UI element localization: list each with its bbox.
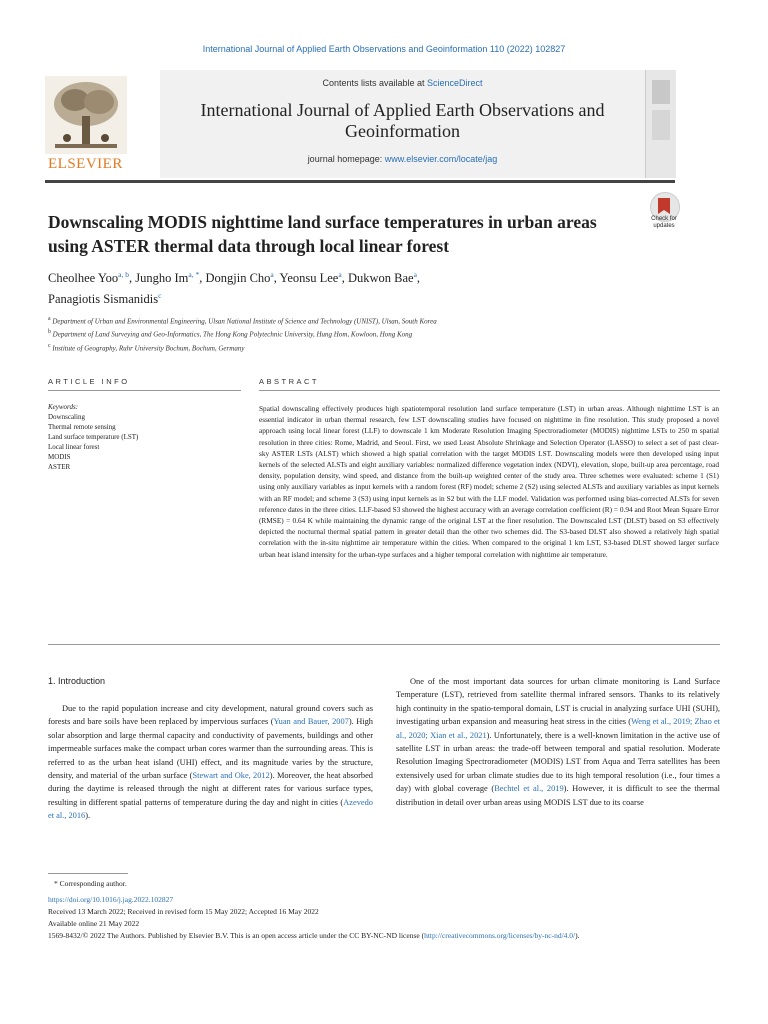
keyword: MODIS xyxy=(48,453,71,461)
check-for-updates-button[interactable] xyxy=(646,192,682,236)
author[interactable]: Panagiotis Sismanidis$^c$ xyxy=(48,291,162,307)
received-dates: Received 13 March 2022; Received in revised form 15 May 2022; Accepted 16 May 2022 xyxy=(48,907,319,916)
author[interactable]: Cheolhee Yoo$^{a, b}$ xyxy=(48,270,129,286)
body-text: ). xyxy=(85,811,91,821)
author[interactable]: Yeonsu Lee$^a$ xyxy=(279,270,342,286)
body-text: ). High solar absorption and large thermal capacity and conductivity of pavements, buildings and other impermeable surfaces make the compact urban cores warmer than the surrounding areas. This is referred to as the urban heat island (UHI) effect, and its magnitude varies by the structure, density, and material of the urban surface ( xyxy=(48,717,373,781)
corresponding-note: * Corresponding author. xyxy=(54,879,127,888)
intro-paragraph-2 xyxy=(396,675,720,809)
license-text: 1569-8432/© 2022 The Authors. Published by Elsevier B.V. This is an open access article under the CC BY-NC-ND license ( xyxy=(48,931,425,940)
article-info-heading: ARTICLE INFO xyxy=(48,377,130,386)
citation-link[interactable]: Yuan and Bauer, 2007 xyxy=(273,717,349,727)
affiliations xyxy=(48,314,688,354)
license-line xyxy=(48,930,720,942)
keyword: Land surface temperature (LST) xyxy=(48,433,139,441)
keywords-label: Keywords: xyxy=(48,403,79,411)
sciencedirect-link[interactable]: ScienceDirect xyxy=(427,78,483,88)
article-footer xyxy=(48,878,720,942)
citation-link[interactable]: Stewart and Oke, 2012 xyxy=(192,771,270,781)
divider xyxy=(259,390,720,391)
author[interactable]: Jungho $Im^{a, *}$ xyxy=(135,270,200,286)
affiliation: $^c$ Institute of Geography, Ruhr University Bochum, Bochum, Germany xyxy=(48,342,245,352)
journal-cover-thumbnail[interactable] xyxy=(645,70,676,178)
cover-graphic-lower xyxy=(652,110,670,140)
body-text: ). Unfortunately, there is a well-known limitation in the active use of satellite LST in urban areas: the trade-off between temporal and spatial resolution. Moderate Resolution Imaging Spectroradiometer (MODIS) LST from Aqua and Terra satellites has been extensively used for urban climate studies due to its high temporal resolution (i.e., four times a day) with global coverage ( xyxy=(396,730,720,794)
footnote-divider xyxy=(48,873,128,874)
abstract-heading: ABSTRACT xyxy=(259,377,320,386)
doi-link[interactable]: https://doi.org/10.1016/j.jag.2022.102827 xyxy=(48,895,174,904)
article-title: Downscaling MODIS nighttime land surface temperatures in urban areas using ASTER thermal data through local linear forest xyxy=(48,212,597,256)
homepage-line xyxy=(160,154,645,164)
check-updates-label: Check for updates xyxy=(651,216,677,229)
license-link[interactable]: http://creativecommons.org/licenses/by-nc-nd/4.0/ xyxy=(424,931,576,940)
section-heading-introduction: 1. Introduction xyxy=(48,676,106,686)
divider xyxy=(48,390,241,391)
available-online: Available online 21 May 2022 xyxy=(48,919,140,928)
intro-paragraph-1 xyxy=(48,702,373,823)
journal-reference[interactable]: International Journal of Applied Earth Observations and Geoinformation 110 (2022) 102827 xyxy=(202,44,566,54)
affiliation: $^a$ Department of Urban and Environmental Engineering, Ulsan National Institute of Science and Technology (UNIST), Ulsan, South Korea xyxy=(48,316,437,326)
homepage-link[interactable]: www.elsevier.com/locate/jag xyxy=(384,154,498,164)
citation-link[interactable]: Weng et al., 2019; Zhao et al., 2020; Xian et al., 2021 xyxy=(396,717,720,740)
body-text: One of the most important data sources for urban climate monitoring is Land Surface Temperature (LST), retrieved from satellite thermal infrared sensors. Thanks to its relatively high continuity in the spatio-temporal domain, LST is crucial in analyzing surface UHI (SUHI), investigating urban expansion and measuring heat stress in the cities ( xyxy=(396,677,720,727)
keyword: Downscaling xyxy=(48,413,85,421)
citation-link[interactable]: Azevedo et al., 2016 xyxy=(48,797,373,821)
author[interactable]: Dongjin Cho$^a$ xyxy=(205,270,274,286)
publisher-name: ELSEVIER xyxy=(48,156,123,172)
keywords-block xyxy=(48,402,208,472)
author[interactable]: Dukwon Bae$^a$ xyxy=(347,270,417,286)
homepage-prefix: journal homepage: xyxy=(307,154,385,164)
cover-graphic xyxy=(652,80,670,104)
keyword: ASTER xyxy=(48,463,71,471)
contents-prefix: Contents lists available at xyxy=(322,78,428,88)
license-suffix: ). xyxy=(575,931,580,940)
elsevier-tree-icon xyxy=(45,76,127,154)
elsevier-logo xyxy=(45,76,127,172)
body-text: ). Moreover, the heat absorbed during the daytime is released through the night at different rates for various surface types, resulting in different spatial patterns of temperature during the day and night in cities ( xyxy=(48,771,373,807)
author-list: Cheolhee Yoo$^{a, b}$, Jungho $Im^{a, *}$, Dongjin Cho$^a$, Yeonsu Lee$^a$, Dukwon Bae$^a$, Panagiotis Sismanidis$^c$ xyxy=(48,270,421,307)
contents-line xyxy=(160,78,645,88)
journal-header xyxy=(45,70,675,183)
body-text: Due to the rapid population increase and city development, natural ground covers such as forests and bare soils have been replaced by impervious surfaces ( xyxy=(48,704,373,727)
journal-title: International Journal of Applied Earth Observations and Geoinformation xyxy=(200,100,605,141)
keyword: Thermal remote sensing xyxy=(48,423,116,431)
citation-link[interactable]: Bechtel et al., 2019 xyxy=(494,784,564,794)
body-text: ). However, it is difficult to see the thermal distribution in detail over urban areas using MODIS LST due to its coarse xyxy=(396,784,721,807)
divider xyxy=(48,644,720,645)
affiliation: $^b$ Department of Land Surveying and Geo-Informatics, The Hong Kong Polytechnic University, Hung Hom, Kowloon, Hong Kong xyxy=(48,329,413,339)
keyword: Local linear forest xyxy=(48,443,100,451)
abstract-text: Spatial downscaling effectively produces high spatiotemporal resolution land surface temperature (LST) in urban areas. Although nighttime LST is an essential indicator in urban thermal research, few LST downscaling studies have focused on nighttime in fine resolution. This study proposed a novel approach using local linear forest (LLF) to downscale 1 km Moderate Resolution Imaging Spectroradiometer (MODIS) nighttime LSTs to 250 m spatial resolution in three cities: Rome, Madrid, and Seoul. First, we used Least Absolute Shrinkage and Selection Operator (LASSO) to select a set of past clear-sky ASTER LSTs (ALST) which showed a high spatial correlation with the target MODIS LST. Downscaling models were then developed using input kernels of the selected ALSTs and eight auxiliary variables: normalized difference vegetation index (NDVI), elevation, slope, built-up area percentage, road density, population density, wind speed, and distance from the built-up weighted center of the study area. Three schemes were evaluated: scheme 1 (S1) using only auxiliary variables as input kernels with a random forest (RF) model; scheme 2 (S2) using selected ALSTs and auxiliary variables as input kernels with an RF model; and scheme 3 (S3) using input kernels as in S2 but with the LLF model. Validation was performed using bias-corrected ALSTs for seven reference dates in the three cities. LLF-based S3 showed the highest accuracy with an average correlation coefficient (R) = 0.94 and Root Mean Square Error (RMSE) = 0.64 K while maintaining the dynamic range of the original LST at the finer resolution. The Downscaled LST (DLST) based on S3 effectively depicted the nocturnal thermal spatial pattern in greater detail than the other two schemes did. The S3-based DLST also showed a relatively high spatial correlation with the in-situ nighttime air temperature within the cities. When compared to the original 1 km LST, S3-based DLST showed larger surface urban heat island intensity for the urban-type surfaces and a higher temporal correlation with nighttime air temperature. xyxy=(259,404,719,559)
